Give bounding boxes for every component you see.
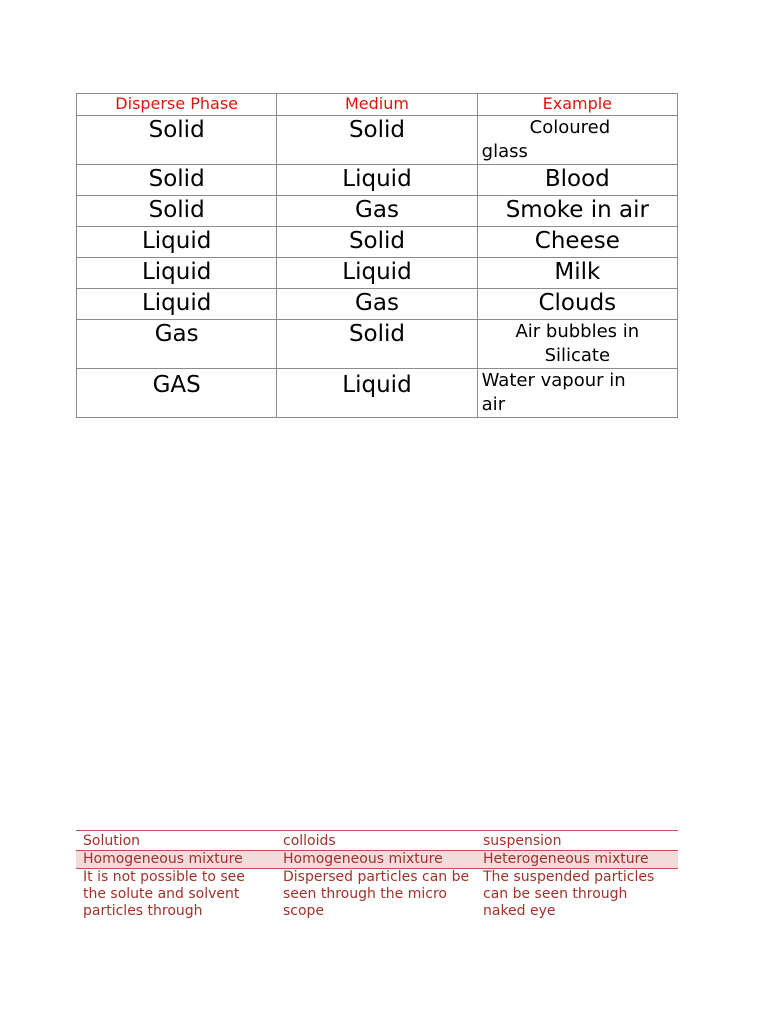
example-line-2: Silicate <box>544 345 611 366</box>
mixture-comparison-table <box>76 830 678 921</box>
example-line-1: Air bubbles in <box>515 321 640 342</box>
table-header-row <box>77 94 678 116</box>
colloid-visibility-cell: Dispersed particles can be seen through the micro scope <box>283 869 470 919</box>
table-row <box>77 196 678 227</box>
example-cell <box>477 369 677 418</box>
medium-cell: Liquid <box>277 165 477 196</box>
suspension-mixture-cell: Heterogeneous mixture <box>476 851 678 869</box>
header-example: Example <box>477 94 677 116</box>
header-suspension: suspension <box>476 831 678 851</box>
medium-cell: Gas <box>277 289 477 320</box>
table-row <box>77 258 678 289</box>
example-cell: Cheese <box>477 227 677 258</box>
medium-cell: Liquid <box>277 369 477 418</box>
colloid-mixture-cell: Homogeneous mixture <box>276 851 476 869</box>
disperse-phase-cell: GAS <box>77 369 277 418</box>
solution-mixture-cell: Homogeneous mixture <box>76 851 276 869</box>
suspension-visibility-cell: The suspended particles can be seen through naked eye <box>483 869 655 919</box>
table-row <box>77 369 678 418</box>
visibility-row <box>76 869 678 921</box>
medium-cell: Solid <box>277 227 477 258</box>
table-row <box>77 165 678 196</box>
example-cell: Smoke in air <box>477 196 677 227</box>
disperse-phase-cell: Liquid <box>77 289 277 320</box>
example-line-1: Water vapour in <box>481 370 626 391</box>
table-row <box>77 116 678 165</box>
medium-cell: Solid <box>277 320 477 369</box>
header-disperse-phase: Disperse Phase <box>77 94 277 116</box>
disperse-phase-cell: Solid <box>77 165 277 196</box>
example-cell: Blood <box>477 165 677 196</box>
disperse-phase-cell: Gas <box>77 320 277 369</box>
example-cell <box>477 320 677 369</box>
example-cell <box>477 116 677 165</box>
header-medium: Medium <box>277 94 477 116</box>
table-row <box>77 227 678 258</box>
medium-cell: Liquid <box>277 258 477 289</box>
header-colloids: colloids <box>276 831 476 851</box>
disperse-phase-cell: Solid <box>77 116 277 165</box>
header-solution: Solution <box>76 831 276 851</box>
example-cell: Milk <box>477 258 677 289</box>
comparison-header-row <box>76 831 678 851</box>
example-line-2: air <box>481 394 506 415</box>
disperse-phase-cell: Solid <box>77 196 277 227</box>
example-line-1: Coloured <box>529 117 611 138</box>
solution-visibility-cell: It is not possible to see the solute and solvent particles through <box>83 869 245 919</box>
medium-cell: Solid <box>277 116 477 165</box>
table-row <box>77 289 678 320</box>
disperse-phase-cell: Liquid <box>77 258 277 289</box>
colloid-types-table <box>76 93 678 418</box>
mixture-type-row <box>76 851 678 869</box>
table-row <box>77 320 678 369</box>
medium-cell: Gas <box>277 196 477 227</box>
example-cell: Clouds <box>477 289 677 320</box>
example-line-2: glass <box>481 141 528 162</box>
disperse-phase-cell: Liquid <box>77 227 277 258</box>
